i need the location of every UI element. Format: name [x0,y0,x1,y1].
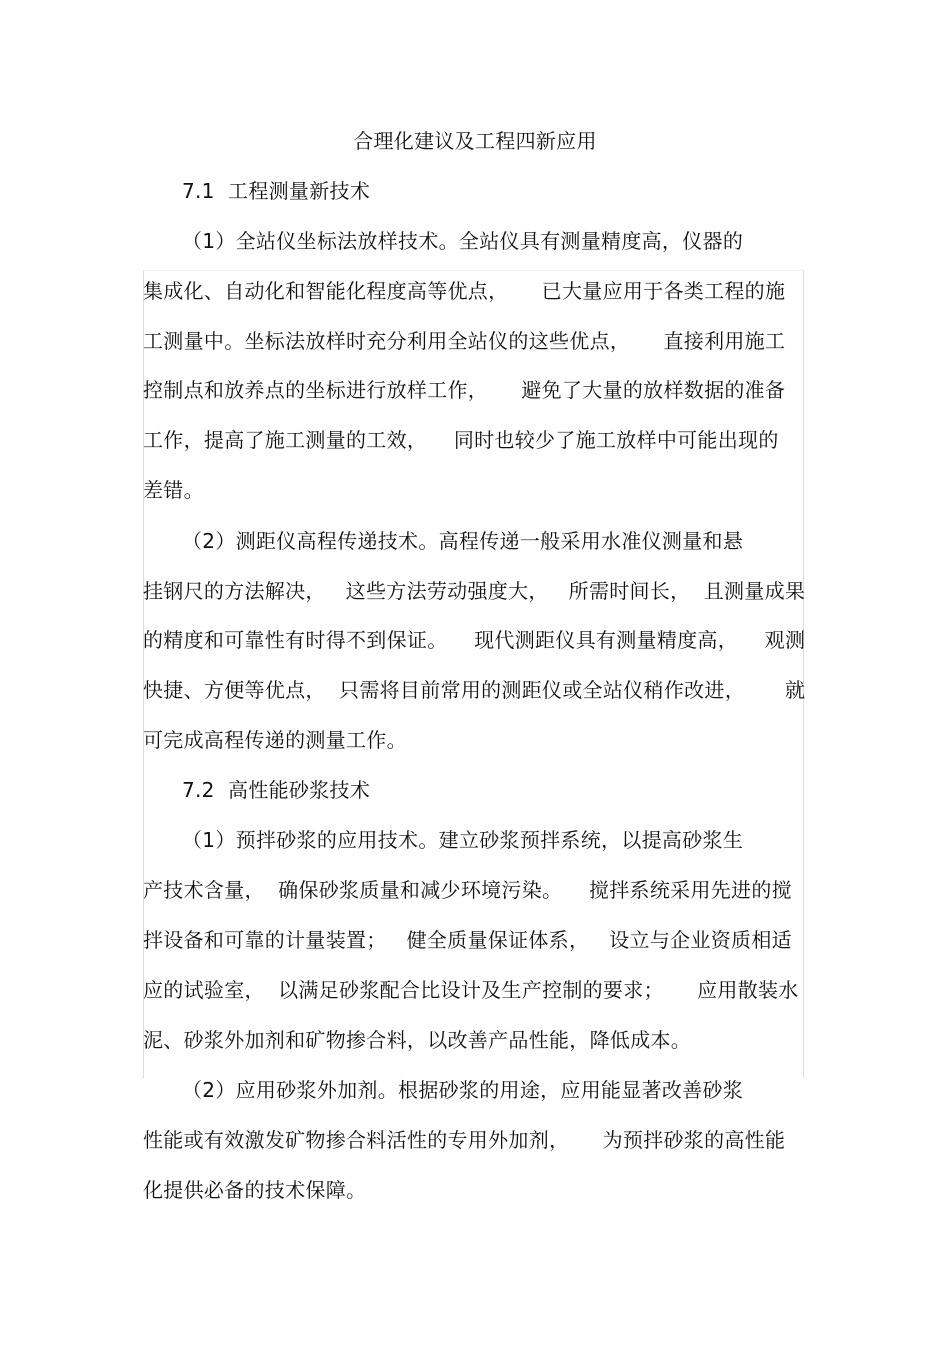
paragraph-line: 产技术含量， 确保砂浆质量和减少环境污染。 搅拌系统采用先进的搅 [143,878,792,902]
paragraph-line: 工作，提高了施工测量的工效， 同时也较少了施工放样中可能出现的 [143,428,779,452]
paragraph-line: 控制点和放养点的坐标进行放样工作， 避免了大量的放样数据的准备 [143,378,786,402]
paragraph-line: 性能或有效激发矿物掺合料活性的专用外加剂， 为预拌砂浆的高性能 [143,1128,786,1152]
page-title: 合理化建议及工程四新应用 [353,129,597,153]
paragraph-line: 可完成高程传递的测量工作。 [143,728,407,752]
paragraph-line: 快捷、方便等优点， 只需将目前常用的测距仪或全站仪稍作改进， 就 [143,678,806,702]
paragraph-line: 集成化、自动化和智能化程度高等优点， 已大量应用于各类工程的施 [143,279,786,303]
section-heading-7-1: 7.1 工程测量新技术 [182,179,371,203]
paragraph-line: （1）预拌砂浆的应用技术。建立砂浆预拌系统，以提高砂浆生 [182,828,744,852]
paragraph-line: 拌设备和可靠的计量装置； 健全质量保证体系， 设立与企业资质相适 [143,928,792,952]
paragraph-line: 差错。 [143,478,204,502]
paragraph-line: （2）应用砂浆外加剂。根据砂浆的用途，应用能显著改善砂浆 [182,1078,744,1102]
paragraph-line: （1）全站仪坐标法放样技术。全站仪具有测量精度高，仪器的 [182,229,744,253]
paragraph-line: 应的试验室， 以满足砂浆配合比设计及生产控制的要求； 应用散装水 [143,978,799,1002]
paragraph-line: 的精度和可靠性有时得不到保证。 现代测距仪具有测量精度高， 观测 [143,628,806,652]
section-heading-7-2: 7.2 高性能砂浆技术 [182,778,371,802]
paragraph-line: 工测量中。坐标法放样时充分利用全站仪的这些优点， 直接利用施工 [143,329,786,353]
paragraph-line: 挂钢尺的方法解决， 这些方法劳动强度大， 所需时间长， 且测量成果 [143,579,806,603]
paragraph-line: 泥、砂浆外加剂和矿物掺合料，以改善产品性能，降低成本。 [143,1028,692,1052]
paragraph-line: 化提供必备的技术保障。 [143,1178,367,1202]
paragraph-line: （2）测距仪高程传递技术。高程传递一般采用水准仪测量和悬 [182,529,744,553]
